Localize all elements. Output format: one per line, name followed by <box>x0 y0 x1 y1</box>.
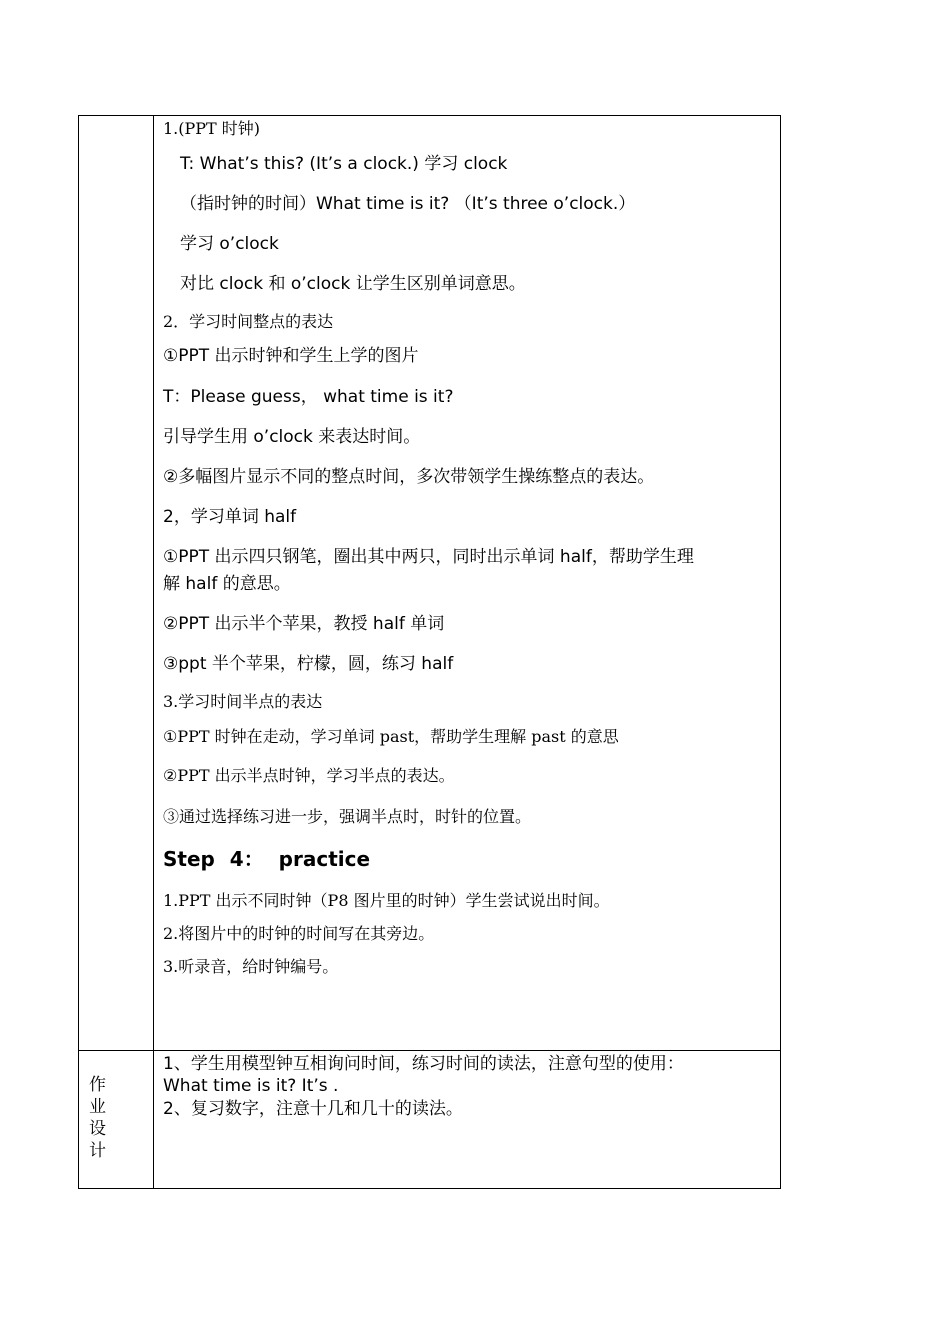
homework-line: 2、复习数字，注意十几和几十的读法。 <box>163 1099 463 1119</box>
step-heading: Step 4： practice <box>163 847 371 871</box>
homework-line: What time is it? It’s . <box>163 1076 339 1096</box>
column-divider <box>153 116 154 1188</box>
body-line: ②多幅图片显示不同的整点时间，多次带领学生操练整点的表达。 <box>163 467 655 487</box>
lesson-table <box>78 115 781 1189</box>
body-line: ①PPT 时钟在走动，学习单词 past，帮助学生理解 past 的意思 <box>163 727 619 746</box>
body-line: ①PPT 出示时钟和学生上学的图片 <box>163 346 419 366</box>
body-line: 解 half 的意思。 <box>163 574 291 594</box>
body-line: 对比 clock 和 o’clock 让学生区别单词意思。 <box>180 274 526 294</box>
body-line: ③ppt 半个苹果，柠檬，圆，练习 half <box>163 654 454 674</box>
homework-line: 1、学生用模型钟互相询问时间，练习时间的读法，注意句型的使用： <box>163 1054 684 1074</box>
body-line: T: What’s this? (It’s a clock.) 学习 clock <box>180 154 508 174</box>
body-line: 3.听录音，给时钟编号。 <box>163 957 339 976</box>
body-line: 学习 o’clock <box>180 234 279 254</box>
body-line: 1.PPT 出示不同时钟（P8 图片里的时钟）学生尝试说出时间。 <box>163 891 610 910</box>
homework-label: 作业设计 <box>89 1075 106 1161</box>
body-line: 2．学习时间整点的表达 <box>163 312 334 331</box>
body-line: ①PPT 出示四只钢笔，圈出其中两只，同时出示单词 half，帮助学生理 <box>163 547 694 567</box>
body-line: 引导学生用 o’clock 来表达时间。 <box>163 427 421 447</box>
body-line: T：Please guess， what time is it? <box>163 387 454 407</box>
row-divider <box>79 1050 780 1051</box>
body-line: 2，学习单词 half <box>163 507 297 527</box>
body-line: 1.(PPT 时钟) <box>163 119 261 138</box>
body-line: （指时钟的时间）What time is it? （It’s three o’clock.） <box>180 194 636 214</box>
body-line: 3.学习时间半点的表达 <box>163 692 323 711</box>
body-line: ②PPT 出示半个苹果，教授 half 单词 <box>163 614 445 634</box>
body-line: ③通过选择练习进一步，强调半点时，时针的位置。 <box>163 807 532 826</box>
body-line: ②PPT 出示半点时钟，学习半点的表达。 <box>163 766 455 785</box>
body-line: 2.将图片中的时钟的时间写在其旁边。 <box>163 924 435 943</box>
